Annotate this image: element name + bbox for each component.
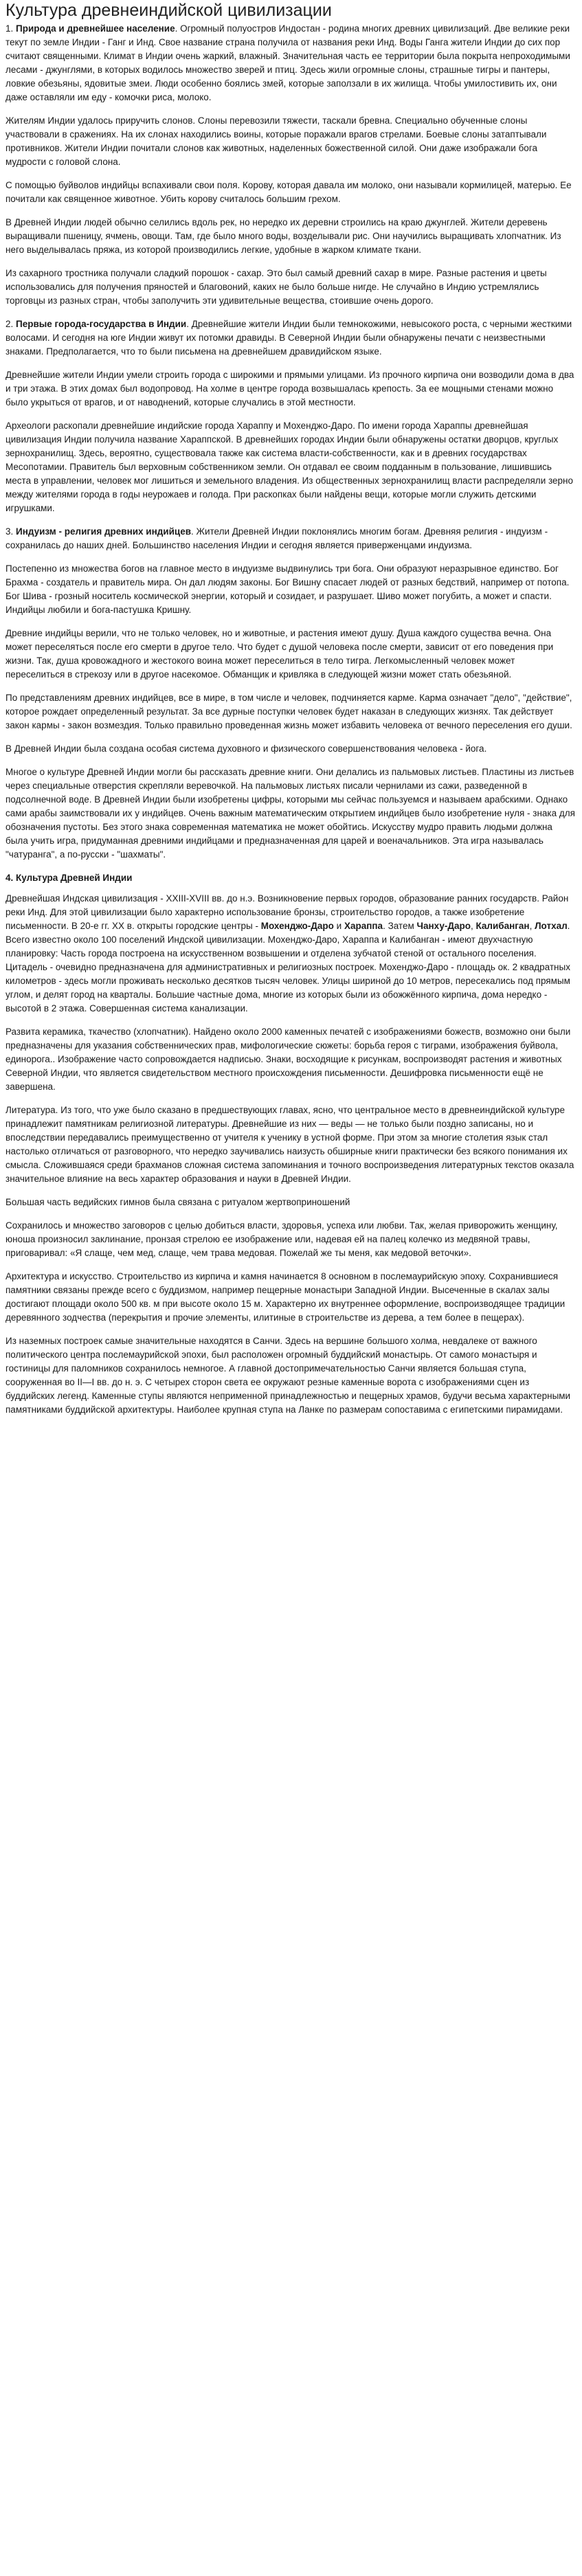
city-name: Хараппа (344, 921, 383, 931)
section-heading-culture: 4. Культура Древней Индии (5, 873, 133, 883)
paragraph-elephants: Жителям Индии удалось приручить слонов. Слоны перевозили тяжести, таскали бревна. Специально обученные слоны участвовали в сражениях. На их слонах находились воины, которые поражали врагов стрелами. Боевые слоны затаптывали противников. Жители Индии почитали слонов как животных, наделенных божественной силой. Они даже изображали бога мудрости с головой слона. (5, 115, 547, 167)
paragraph-karma: По представлениям древних индийцев, все в мире, в том числе и человек, подчиняется карме. Карма означает "дело", "действие", которое рождает определенный результат. За все дурные поступки человек будет наказан в следующих жизнях. Так действует закон кармы - закон возмездия. Только правильно проведенная жизнь может избавить человека от вечного переселения его души. (5, 693, 572, 730)
paragraph-villages: В Древней Индии людей обычно селились вдоль рек, но нередко их деревни строились на краю джунглей. Жители деревень выращивали пшеницу, ячмень, овощи. Там, где было много воды, возделывали рис. Они научились выращивать хлопчатник. Из него выделывалась пряжа, из которой производились легкие, удобные в жарком климате ткани. (5, 217, 561, 255)
paragraph-text: . Затем (383, 921, 417, 931)
paragraph-hinduism (5, 525, 577, 552)
paragraph-vedic-hymns: Большая часть ведийских гимнов была связана с ритуалом жертвоприношений (5, 1197, 350, 1207)
paragraph-text: . Древнейшие жители Индии были темнокожими, невысокого роста, с черными жесткими волосами. И сегодня на юге Индии живут их потомки дравиды. В Северной Индии были обнаружены печати с неизвестными знаками. Предполагается, что то были письмена на древнейшем дравидийском языке. (5, 319, 572, 357)
paragraph-literature: Литература. Из того, что уже было сказано в предшествующих главах, ясно, что центральное место в древнеиндийской культуре принадлежит памятникам религиозной литературы. Древнейшие из них — веды — не только были поздно записаны, но и впоследствии передавались преимущественно от учителя к ученику в устной форме. При этом за многие столетия язык стал настолько отличаться от разговорного, что нередко заучивались наизусть обширные книги практически без всякого понимания их смысла. Сложившаяся среди брахманов сложная система запоминания и точного воспроизведения литературных текстов оказала значительное влияние на весь характер образования и науки в Древней Индии. (5, 1105, 574, 1184)
paragraph-text: . Всего известно около 100 поселений Индской цивилизации. Мохенджо-Даро, Хараппа и Калибанган - имеют двухчастную планировку: Часть города построена на искусственном возвышении и отделена зубчатой стеной от остального поселения. Цитадель - очевидно предназначена для административных и религиозных построек. Мохенджо-Даро - площадь ок. 2 квадратных километров - здесь могли проживать несколько десятков тысяч человек. Улицы шириной до 10 метров, пересекались под прямым углом, и делят город на кварталы. Большие частные дома, многие из которых были из обожжённого кирпича, дома нередко - высотой в 2 этажа. Совершенная система канализации. (5, 921, 570, 1013)
city-name: Мохенджо-Даро (260, 921, 334, 931)
paragraph-text: . Жители Древней Индии поклонялись многим богам. Древняя религия - индуизм - сохранилась до наших дней. Большинство населения Индии и сегодня является приверженцами индуизма. (5, 526, 548, 550)
paragraph-buffalo: С помощью буйволов индийцы вспахивали свои поля. Корову, которая давала им молоко, они называли кормилицей, матерью. Ее почитали как священное животное. Убить корову считалось большим грехом. (5, 180, 572, 204)
paragraph-nature (5, 22, 577, 104)
paragraph-sugar: Из сахарного тростника получали сладкий порошок - сахар. Это был самый древний сахар в мире. Разные растения и цветы использовались для получения пряностей и благовоний, каких не было больше нигде. Не случайно в Индию устремлялись торговцы из разных стран, чтобы заполучить эти удивительные вещества, стоившие очень дорого. (5, 268, 547, 306)
paragraph-sanchi: Из наземных построек самые значительные находятся в Санчи. Здесь на вершине большого холма, невдалеке от важного политического центра послемаурийской эпохи, был расположен огромный буддийский монастырь. От самого монастыря и гостиницы для паломников сохранилось немногое. А главной достопримечательностью Санчи является большая ступа, сооруженная во II—I вв. до н. э. С четырех сторон света ее окружают резные каменные ворота с изображениями сцен из буддийских легенд. Каменные ступы являются неприменной принадлежностью и пещерных храмов, будучи весьма характерными памятниками буддийской архитектуры. Наиболее крупная ступа на Ланке по размерам сопоставима с египетскими пирамидами. (5, 1336, 571, 1415)
section-number: 1. (5, 23, 16, 34)
paragraph-text: Древнейшая Индская цивилизация - XXIII-XVIII вв. до н.э. Возникновение первых городов, образование ранних государств. Район реки Инд. Для этой цивилизации было характерно использование бронзы, строительство городов, а также изобретение письменности. В 20-е гг. XX в. открыты городские центры - (5, 893, 569, 931)
section-number: 2. (5, 319, 16, 329)
paragraph-text: , (529, 921, 535, 931)
paragraph-indus-civilization (5, 892, 577, 1016)
paragraph-architecture: Архитектура и искусство. Строительство из кирпича и камня начинается 8 основном в послемаурийскую эпоху. Сохранившиеся памятники связаны прежде всего с буддизмом, например пещерные монастыри Западной Индии. Высеченные в скалах залы достигают площади около 500 кв. м при высоте около 15 м. Характерно их внутреннее оформление, воспроизводящее традиции деревянного зодчества (перекрытия и прочие элементы, илитиные в строительстве из дерева, а тем более в пещерах). (5, 1271, 566, 1323)
paragraph-city-building: Древнейшие жители Индии умели строить города с широкими и прямыми улицами. Из прочного кирпича они возводили дома в два и три этажа. В этих домах был водопровод. На холме в центре города возвышалась крепость. За ее мощными стенами можно было укрыться от врагов, и от наводнений, которые случались в этой местности. (5, 370, 574, 407)
paragraph-ceramics: Развита керамика, ткачество (хлопчатник). Найдено около 2000 каменных печатей с изображениями божеств, возможно они были предназначены для указания собственнических прав, мифологические сюжеты: борьба героя с тиграми, изображения буйвола, единорога.. Изображение часто сопровождается надписью. Знаки, восходящие к рисункам, воспроизводят растения и животных Северной Индии, что является свидетельством местного происхождения письменности. Дешифровка письменности ещё не завершена. (5, 1027, 571, 1092)
page-title: Культура древнеиндийской цивилизации (5, 1, 332, 20)
paragraph-books: Многое о культуре Древней Индии могли бы рассказать древние книги. Они делались из пальмовых листьев. Пластины из листьев через специальные отверстия скрепляли веревочкой. На пальмовых листьях писали чернилами из сажи, разведенной в подсолнечной воде. В Древней Индии были изобретены цифры, которыми мы сейчас пользуемся и называем арабскими. Однако сами арабы заимствовали их у индийцев. Очень важным математическим открытием индийцев было изобретение нуля - знака для обозначения пустоты. Без этого знака современная математика не может обойтись. Искусству мудро править людьми должна была учить игра, придуманная древними индийцами и предназначенная для царей и военачальников. Эта игра называлась "чатуранга", а по-русски - "шахматы". (5, 767, 575, 860)
paragraph-text: и (333, 921, 344, 931)
paragraph-text: . Огромный полуостров Индостан - родина многих древних цивилизаций. Две великие реки текут по земле Индии - Ганг и Инд. Свое название страна получила от названия реки Инд. Воды Ганга жители Индии до сих пор считают священными. Климат в Индии очень жаркий, влажный. Значительная часть ее территории была покрыта непроходимыми лесами - джунглями, в которых водилось множество зверей и птиц. Здесь жили огромные слоны, страшные тигры и пантеры, ловкие обезьяны, ядовитые змеи. Люди особенно боялись змей, которые заползали в их жилища. Чтобы умилостивить их, они даже оставляли им еду - комочки риса, молоко. (5, 23, 570, 102)
paragraph-soul: Древние индийцы верили, что не только человек, но и животные, и растения имеют душу. Душа каждого существа вечна. Она может переселяться после его смерти в другое тело. Что будет с душой человека после смерти, зависит от его поведения при жизни. Так, душа кровожадного и жестокого воина может переселиться в тело тигра. Легкомысленный человек может переселиться в стрекозу или в другое насекомое. Обманщик и кривляка в следующей жизни может стать обезьяной. (5, 628, 554, 680)
section-title: Природа и древнейшее население (16, 23, 175, 34)
section-title: Индуизм - религия древних индийцев (16, 526, 192, 537)
paragraph-text: , (470, 921, 476, 931)
paragraph-cities (5, 317, 577, 359)
paragraph-yoga: В Древней Индии была создана особая система духовного и физического совершенствования человека - йога. (5, 743, 487, 754)
paragraph-three-gods: Постепенно из множества богов на главное место в индуизме выдвинулись три бога. Они образуют неразрывное единство. Бог Брахма - создатель и правитель мира. Он дал людям законы. Бог Вишну спасает людей от разных бедствий, например от потопа. Бог Шива - грозный носитель космической энергии, который и созидает, и разрушает. Шиво может погубить, а может и спасти. Индийцы любили и бога-пастушка Кришну. (5, 563, 570, 615)
city-name: Калибанган (475, 921, 530, 931)
section-title: Первые города-государства в Индии (16, 319, 187, 329)
paragraph-spells: Сохранилось и множество заговоров с целью добиться власти, здоровья, успеха или любви. Так, желая приворожить женщину, юноша произносил заклинание, пронзая стрелою ее изображение или, надевая ей на палец колечко из медвяной травы, приговаривал: «Я слаще, чем мед, слаще, чем трава медовая. Пожелай же ты меня, как медовой веточки». (5, 1220, 558, 1258)
city-name: Лотхал (535, 921, 568, 931)
paragraph-archaeology: Археологи раскопали древнейшие индийские города Хараппу и Мохенджо-Даро. По имени города Хараппы древнейшая цивилизация Индии получила название Хараппской. В древнейших городах Индии были обнаружены остатки дворцов, круглых зернохранилищ. Здесь, вероятно, существовала также как система власти-собственности, как и в древних государствах Месопотамии. Правитель был верховным собственником земли. Он отдавал ее своим подданным в пользование, лишившись места в управлении, человек мог лишиться и земельного владения. Из общественных зернохранилищ власти распределяли зерно между жителями города в годы неурожаев и голода. При раскопках были найдены вещи, которые могли служить детскими игрушками. (5, 421, 573, 513)
section-number: 3. (5, 526, 16, 537)
city-name: Чанху-Даро (416, 921, 471, 931)
